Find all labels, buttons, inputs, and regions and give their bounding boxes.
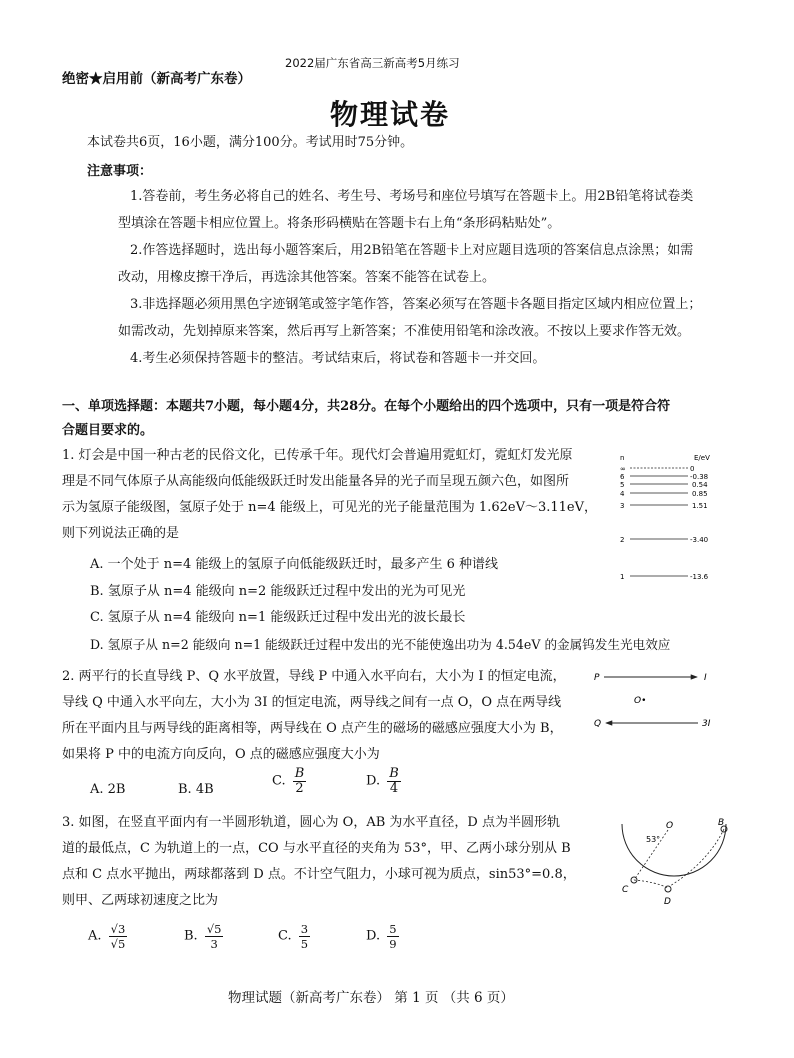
q2-option-b: B. 4B bbox=[178, 782, 214, 797]
numerator: B bbox=[294, 766, 305, 781]
q2-line-2: 导线 Q 中通入水平向左，大小为 3I 的恒定电流，两导线之间有一点 O，O 点在两导线 bbox=[62, 695, 562, 710]
top-title: 2022届广东省高三新高考5月练习 bbox=[285, 56, 460, 70]
note-1-line-2: 型填涂在答题卡相应位置上。将条形码横贴在答题卡右上角“条形码粘贴处”。 bbox=[118, 216, 561, 231]
fraction bbox=[205, 922, 224, 951]
numerator: 5 bbox=[389, 922, 397, 936]
n-axis-label: n bbox=[620, 454, 625, 462]
level-n: 4 bbox=[620, 490, 625, 498]
fraction bbox=[387, 922, 398, 951]
point-o: O• bbox=[634, 696, 647, 706]
option-label: C. bbox=[278, 928, 292, 944]
level-n: 5 bbox=[620, 481, 625, 489]
level-energy: 0.54 bbox=[692, 481, 708, 489]
q1-option-c: C. 氢原子从 n=4 能级向 n=1 能级跃迁过程中发出光的波长最长 bbox=[90, 610, 466, 625]
denominator: 3 bbox=[210, 937, 218, 951]
q2-option-a: A. 2B bbox=[90, 782, 126, 797]
numerator: √5 bbox=[206, 922, 222, 936]
point-c-label: C bbox=[622, 885, 629, 895]
numerator: B bbox=[389, 766, 399, 781]
notes-heading: 注意事项： bbox=[87, 164, 153, 179]
secret-label: 绝密★启用前（新高考广东卷） bbox=[62, 71, 251, 87]
section-1-heading-cont: 合题目要求的。 bbox=[62, 423, 154, 438]
level-energy: 0 bbox=[690, 465, 695, 473]
level-n: 6 bbox=[620, 473, 625, 481]
trajectory-c bbox=[634, 880, 668, 888]
note-3-line-1: 3.非选择题必须用黑色字迹钢笔或签字笔作答，答案必须写在答题卡各题目指定区域内相应位置上； bbox=[130, 297, 702, 312]
denominator: 2 bbox=[295, 781, 304, 796]
level-2 bbox=[620, 536, 708, 544]
level-1 bbox=[620, 573, 709, 581]
energy-axis-label: E/eV bbox=[694, 454, 710, 462]
point-d-label: D bbox=[664, 897, 671, 907]
note-3-line-2: 如需改动，先划掉原来答案，然后再写上新答案；不准使用铅笔和涂改液。不按以上要求作答无效。 bbox=[118, 324, 691, 339]
level-energy: -3.40 bbox=[690, 536, 709, 544]
q2-option-d bbox=[366, 767, 401, 796]
q2-line-4: 如果将 P 中的电流方向反向，O 点的磁感应强度大小为 bbox=[62, 747, 380, 762]
note-2-line-2: 改动，用橡皮擦干净后，再选涂其他答案。答案不能答在试卷上。 bbox=[118, 270, 496, 285]
option-label: A. bbox=[88, 928, 102, 944]
note-1-line-1: 1.答卷前，考生务必将自己的姓名、考生号、考场号和座位号填写在答题卡上。用2B铅笔将试卷类 bbox=[130, 189, 694, 204]
fraction bbox=[109, 922, 128, 951]
level-4 bbox=[620, 490, 708, 498]
q1-line-2: 理是不同气体原子从高能级向低能级跃迁时发出能量各异的光子而呈现五颜六色，如图所 bbox=[62, 474, 570, 489]
q1-line-3: 示为氢原子能级图，氢原子处于 n=4 能级上，可见光的光子能量范围为 1.62eV～3.11eV， bbox=[62, 500, 597, 515]
q3-line-4: 则甲、乙两球初速度之比为 bbox=[62, 893, 219, 908]
wire-p-label: P bbox=[594, 673, 600, 683]
level-n: ∞ bbox=[620, 465, 626, 473]
page-footer: 物理试题（新高考广东卷） 第 1 页 （共 6 页） bbox=[228, 990, 514, 1006]
q3-option-d bbox=[366, 922, 399, 951]
option-label: D. bbox=[366, 928, 381, 944]
level-energy: 1.51 bbox=[692, 502, 708, 510]
q3-option-a bbox=[88, 922, 127, 951]
denominator: √5 bbox=[110, 937, 126, 951]
q2-option-c bbox=[272, 767, 306, 796]
section-1-heading: 一、单项选择题：本题共7小题，每小题4分，共28分。在每个小题给出的四个选项中，只有一项是符合符 bbox=[62, 399, 671, 414]
q1-option-b: B. 氢原子从 n=4 能级向 n=2 能级跃迁过程中发出的光为可见光 bbox=[90, 584, 466, 599]
level-6 bbox=[620, 473, 708, 481]
intro-text: 本试卷共6页，16小题，满分100分。考试用时75分钟。 bbox=[87, 135, 414, 150]
parallel-wires-diagram bbox=[592, 668, 722, 732]
q3-line-3: 点和 C 点水平抛出，两球都落到 D 点。不计空气阻力，小球可视为质点，sin53°=0.8， bbox=[62, 867, 576, 882]
numerator: 3 bbox=[300, 922, 309, 936]
denominator: 9 bbox=[389, 937, 397, 951]
angle-label: 53° bbox=[646, 835, 661, 844]
option-label: D. bbox=[366, 773, 381, 789]
denominator: 5 bbox=[300, 937, 309, 951]
q1-option-d: D. 氢原子从 n=2 能级向 n=1 能级跃迁过程中发出的光不能使逸出功为 4.54eV 的金属钨发生光电效应 bbox=[90, 637, 671, 652]
level-energy: -0.38 bbox=[690, 473, 709, 481]
option-label: C. bbox=[272, 773, 286, 789]
fraction bbox=[293, 767, 307, 796]
wire-p-current: I bbox=[704, 673, 707, 683]
note-2-line-1: 2.作答选择题时，选出每小题答案后，用2B铅笔在答题卡上对应题目选项的答案信息点涂黑；如需 bbox=[130, 243, 694, 258]
q3-option-b bbox=[184, 922, 223, 951]
fraction bbox=[387, 767, 401, 796]
q3-line-1: 3. 如图，在竖直平面内有一半圆形轨道，圆心为 O，AB 为水平直径，D 点为半圆形轨 bbox=[62, 815, 560, 830]
numerator: √3 bbox=[110, 922, 126, 936]
q1-line-4: 则下列说法正确的是 bbox=[62, 526, 180, 541]
point-b-label: B bbox=[718, 818, 725, 828]
semicircle-track-diagram bbox=[608, 812, 738, 912]
center-o-label: O bbox=[666, 821, 674, 831]
trajectory-b bbox=[670, 829, 724, 886]
q1-line-1: 1. 灯会是中国一种古老的民俗文化，已传承千年。现代灯会普遍用霓虹灯，霓虹灯发光原 bbox=[62, 448, 573, 463]
page-title: 物理试卷 bbox=[330, 98, 451, 131]
fraction bbox=[299, 922, 310, 951]
wire-q-current: 3I bbox=[702, 719, 711, 729]
option-label: B. bbox=[184, 928, 198, 944]
energy-level-diagram bbox=[610, 452, 720, 592]
level-inf bbox=[620, 465, 694, 473]
q2-line-1: 2. 两平行的长直导线 P、Q 水平放置，导线 P 中通入水平向右，大小为 I 的恒定电流， bbox=[62, 669, 566, 684]
level-energy: 0.85 bbox=[692, 490, 708, 498]
ball-d bbox=[665, 886, 671, 892]
wire-q-label: Q bbox=[594, 719, 602, 729]
level-5 bbox=[620, 481, 708, 489]
note-4: 4.考生必须保持答题卡的整洁。考试结束后，将试卷和答题卡一并交回。 bbox=[130, 351, 546, 366]
q2-line-3: 所在平面内且与两导线的距离相等，两导线在 O 点产生的磁场的磁感应强度大小为 B， bbox=[62, 721, 563, 736]
level-n: 3 bbox=[620, 502, 625, 510]
level-3 bbox=[620, 502, 708, 510]
q3-line-2: 道的最低点，C 为轨道上的一点，CO 与水平直径的夹角为 53°，甲、乙两小球分别从 B bbox=[62, 841, 571, 856]
q1-option-a: A. 一个处于 n=4 能级上的氢原子向低能级跃迁时，最多产生 6 种谱线 bbox=[90, 557, 498, 572]
q3-option-c bbox=[278, 922, 310, 951]
level-energy: -13.6 bbox=[690, 573, 709, 581]
level-n: 2 bbox=[620, 536, 625, 544]
denominator: 4 bbox=[389, 781, 399, 796]
level-n: 1 bbox=[620, 573, 625, 581]
